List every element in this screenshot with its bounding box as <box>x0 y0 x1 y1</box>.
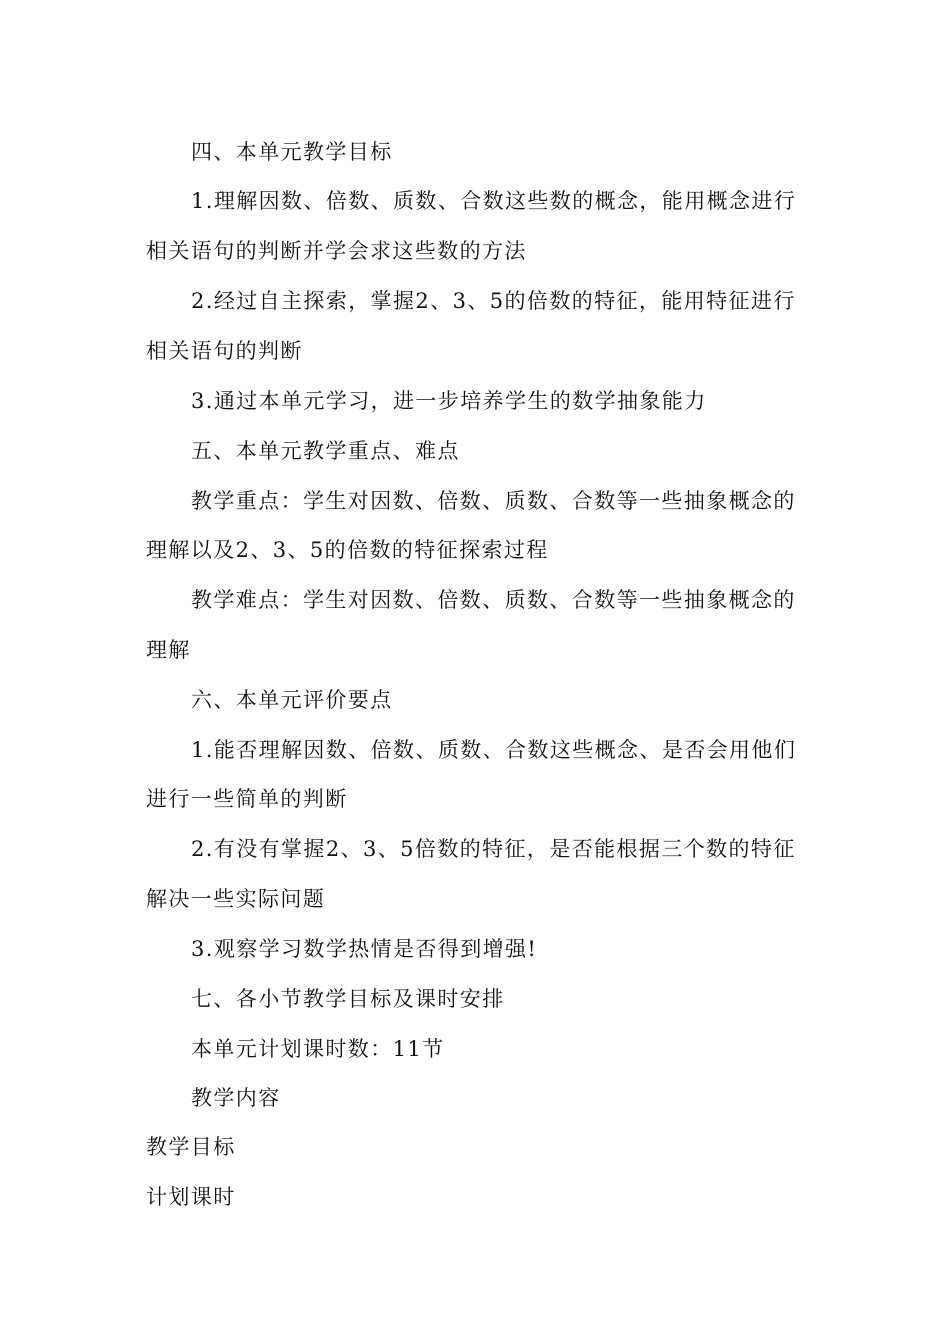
evaluation-2-line-1: 2.有没有掌握2、3、5倍数的特征，是否能根据三个数的特征 <box>191 837 796 861</box>
goal-3: 3.通过本单元学习，进一步培养学生的数学抽象能力 <box>191 389 707 413</box>
difficulties-line-1: 教学难点：学生对因数、倍数、质数、合数等一些抽象概念的 <box>191 588 796 612</box>
key-points-line-2: 理解以及2、3、5的倍数的特征探索过程 <box>146 538 549 562</box>
table-header-goal: 教学目标 <box>146 1135 236 1159</box>
section-5-heading: 五、本单元教学重点、难点 <box>191 439 460 463</box>
section-6-heading: 六、本单元评价要点 <box>191 688 393 712</box>
total-class-hours: 本单元计划课时数：11节 <box>191 1037 445 1061</box>
section-7-heading: 七、各小节教学目标及课时安排 <box>191 987 505 1011</box>
goal-1-line-1: 1.理解因数、倍数、质数、合数这些数的概念，能用概念进行 <box>191 189 797 213</box>
table-header-content: 教学内容 <box>191 1086 281 1110</box>
table-header-hours: 计划课时 <box>146 1185 236 1209</box>
difficulties-line-2: 理解 <box>146 638 191 662</box>
evaluation-1-line-2: 进行一些简单的判断 <box>146 787 348 811</box>
section-4-heading: 四、本单元教学目标 <box>191 140 393 164</box>
goal-2-line-2: 相关语句的判断 <box>146 339 303 363</box>
evaluation-1-line-1: 1.能否理解因数、倍数、质数、合数这些概念、是否会用他们 <box>191 738 797 762</box>
evaluation-2-line-2: 解决一些实际问题 <box>146 887 326 911</box>
key-points-line-1: 教学重点：学生对因数、倍数、质数、合数等一些抽象概念的 <box>191 489 796 513</box>
goal-1-line-2: 相关语句的判断并学会求这些数的方法 <box>146 239 527 263</box>
goal-2-line-1: 2.经过自主探索，掌握2、3、5的倍数的特征，能用特征进行 <box>191 289 796 313</box>
evaluation-3: 3.观察学习数学热情是否得到增强! <box>191 937 538 961</box>
